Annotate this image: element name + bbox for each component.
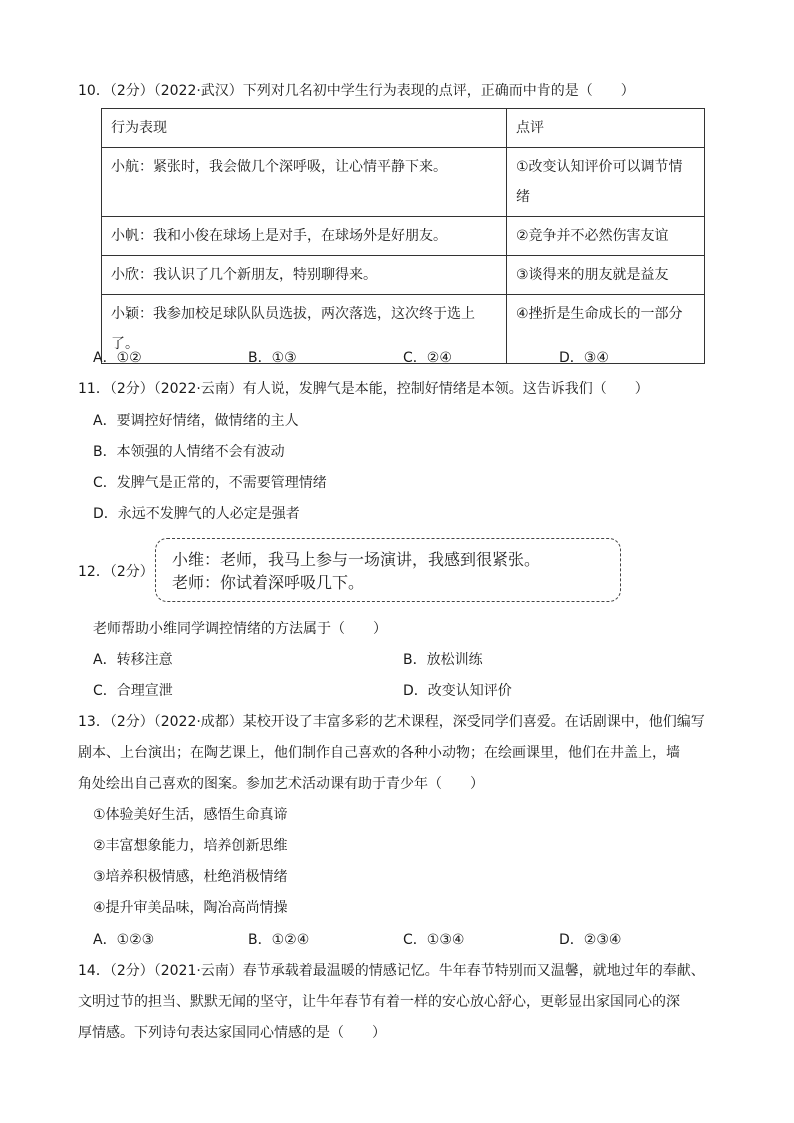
- q13-stem-line: 13．（2分）（2022·成都）某校开设了丰富多彩的艺术课程，深受同学们喜爱。在话剧课中，他们编写: [78, 714, 705, 730]
- table-cell-behavior: 小颖：我参加校足球队队员选拔，两次落选，这次终于选上了。: [102, 295, 507, 364]
- dialogue-line-teacher: 老师：你试着深呼吸几下。: [172, 573, 365, 592]
- q14-stem-line: 文明过节的担当、默默无闻的坚守，让牛年春节有着一样的安心放心舒心，更彰显出家国同心的深: [78, 994, 680, 1010]
- dialogue-line-student: 小维：老师，我马上参与一场演讲，我感到很紧张。: [172, 550, 541, 569]
- table-cell-comment: ④挫折是生命成长的一部分: [507, 295, 705, 364]
- q10-option-c[interactable]: C．②④: [403, 350, 452, 366]
- table-row: [102, 217, 705, 256]
- table-cell-behavior: 小航：紧张时，我会做几个深呼吸，让心情平静下来。: [102, 148, 507, 217]
- q13-item: ②丰富想象能力，培养创新思维: [93, 838, 288, 854]
- q12-option-c[interactable]: C．合理宣泄: [93, 683, 173, 699]
- q11-option-a[interactable]: A．要调控好情绪，做情绪的主人: [93, 413, 299, 429]
- q11-option-d[interactable]: D．永远不发脾气的人必定是强者: [93, 506, 300, 522]
- table-header-comment: 点评: [507, 109, 705, 148]
- q13-item: ④提升审美品味，陶冶高尚情操: [93, 900, 288, 916]
- table-row: [102, 148, 705, 217]
- q12-label: 12．（2分）: [78, 564, 154, 580]
- q10-option-b[interactable]: B．①③: [248, 350, 297, 366]
- q10-table: [101, 108, 705, 364]
- table-header-behavior: 行为表现: [102, 109, 507, 148]
- q13-stem-line: 剧本、上台演出；在陶艺课上，他们制作自己喜欢的各种小动物；在绘画课里，他们在井盖上，墙: [78, 745, 680, 761]
- q12-stem: 老师帮助小维同学调控情绪的方法属于（ ）: [93, 621, 387, 637]
- table-row: [102, 256, 705, 295]
- table-cell-behavior: 小欣：我认识了几个新朋友，特别聊得来。: [102, 256, 507, 295]
- q14-stem-line: 14．（2分）（2021·云南）春节承载着最温暖的情感记忆。牛年春节特别而又温馨，就地过年的奉献、: [78, 963, 705, 979]
- q13-item: ①体验美好生活，感悟生命真谛: [93, 807, 288, 823]
- q13-option-a[interactable]: A．①②③: [93, 932, 155, 948]
- q13-item: ③培养积极情感，杜绝消极情绪: [93, 869, 288, 885]
- table-header-row: [102, 109, 705, 148]
- q10-stem: 10．（2分）（2022·武汉）下列对几名初中学生行为表现的点评，正确而中肯的是（ ）: [78, 83, 635, 99]
- table-cell-comment: ③谈得来的朋友就是益友: [507, 256, 705, 295]
- q10-option-d[interactable]: D．③④: [559, 350, 609, 366]
- q14-stem-line: 厚情感。下列诗句表达家国同心情感的是（ ）: [78, 1025, 386, 1041]
- q13-stem-line: 角处绘出自己喜欢的图案。参加艺术活动课有助于青少年（ ）: [78, 776, 484, 792]
- dialogue-bubble: [155, 538, 621, 602]
- q12-option-a[interactable]: A．转移注意: [93, 652, 173, 668]
- table-cell-comment: ②竞争并不必然伤害友谊: [507, 217, 705, 256]
- table-cell-comment: ①改变认知评价可以调节情绪: [507, 148, 705, 217]
- q12-option-b[interactable]: B．放松训练: [403, 652, 483, 668]
- table-cell-behavior: 小帆：我和小俊在球场上是对手，在球场外是好朋友。: [102, 217, 507, 256]
- q13-option-c[interactable]: C．①③④: [403, 932, 465, 948]
- q11-stem: 11．（2分）（2022·云南）有人说，发脾气是本能，控制好情绪是本领。这告诉我们（ ）: [78, 381, 649, 397]
- q11-option-c[interactable]: C．发脾气是正常的，不需要管理情绪: [93, 475, 327, 491]
- q10-option-a[interactable]: A．①②: [93, 350, 142, 366]
- q11-option-b[interactable]: B．本领强的人情绪不会有波动: [93, 444, 285, 460]
- q12-option-d[interactable]: D．改变认知评价: [403, 683, 512, 699]
- q13-option-d[interactable]: D．②③④: [559, 932, 622, 948]
- q13-option-b[interactable]: B．①②④: [248, 932, 310, 948]
